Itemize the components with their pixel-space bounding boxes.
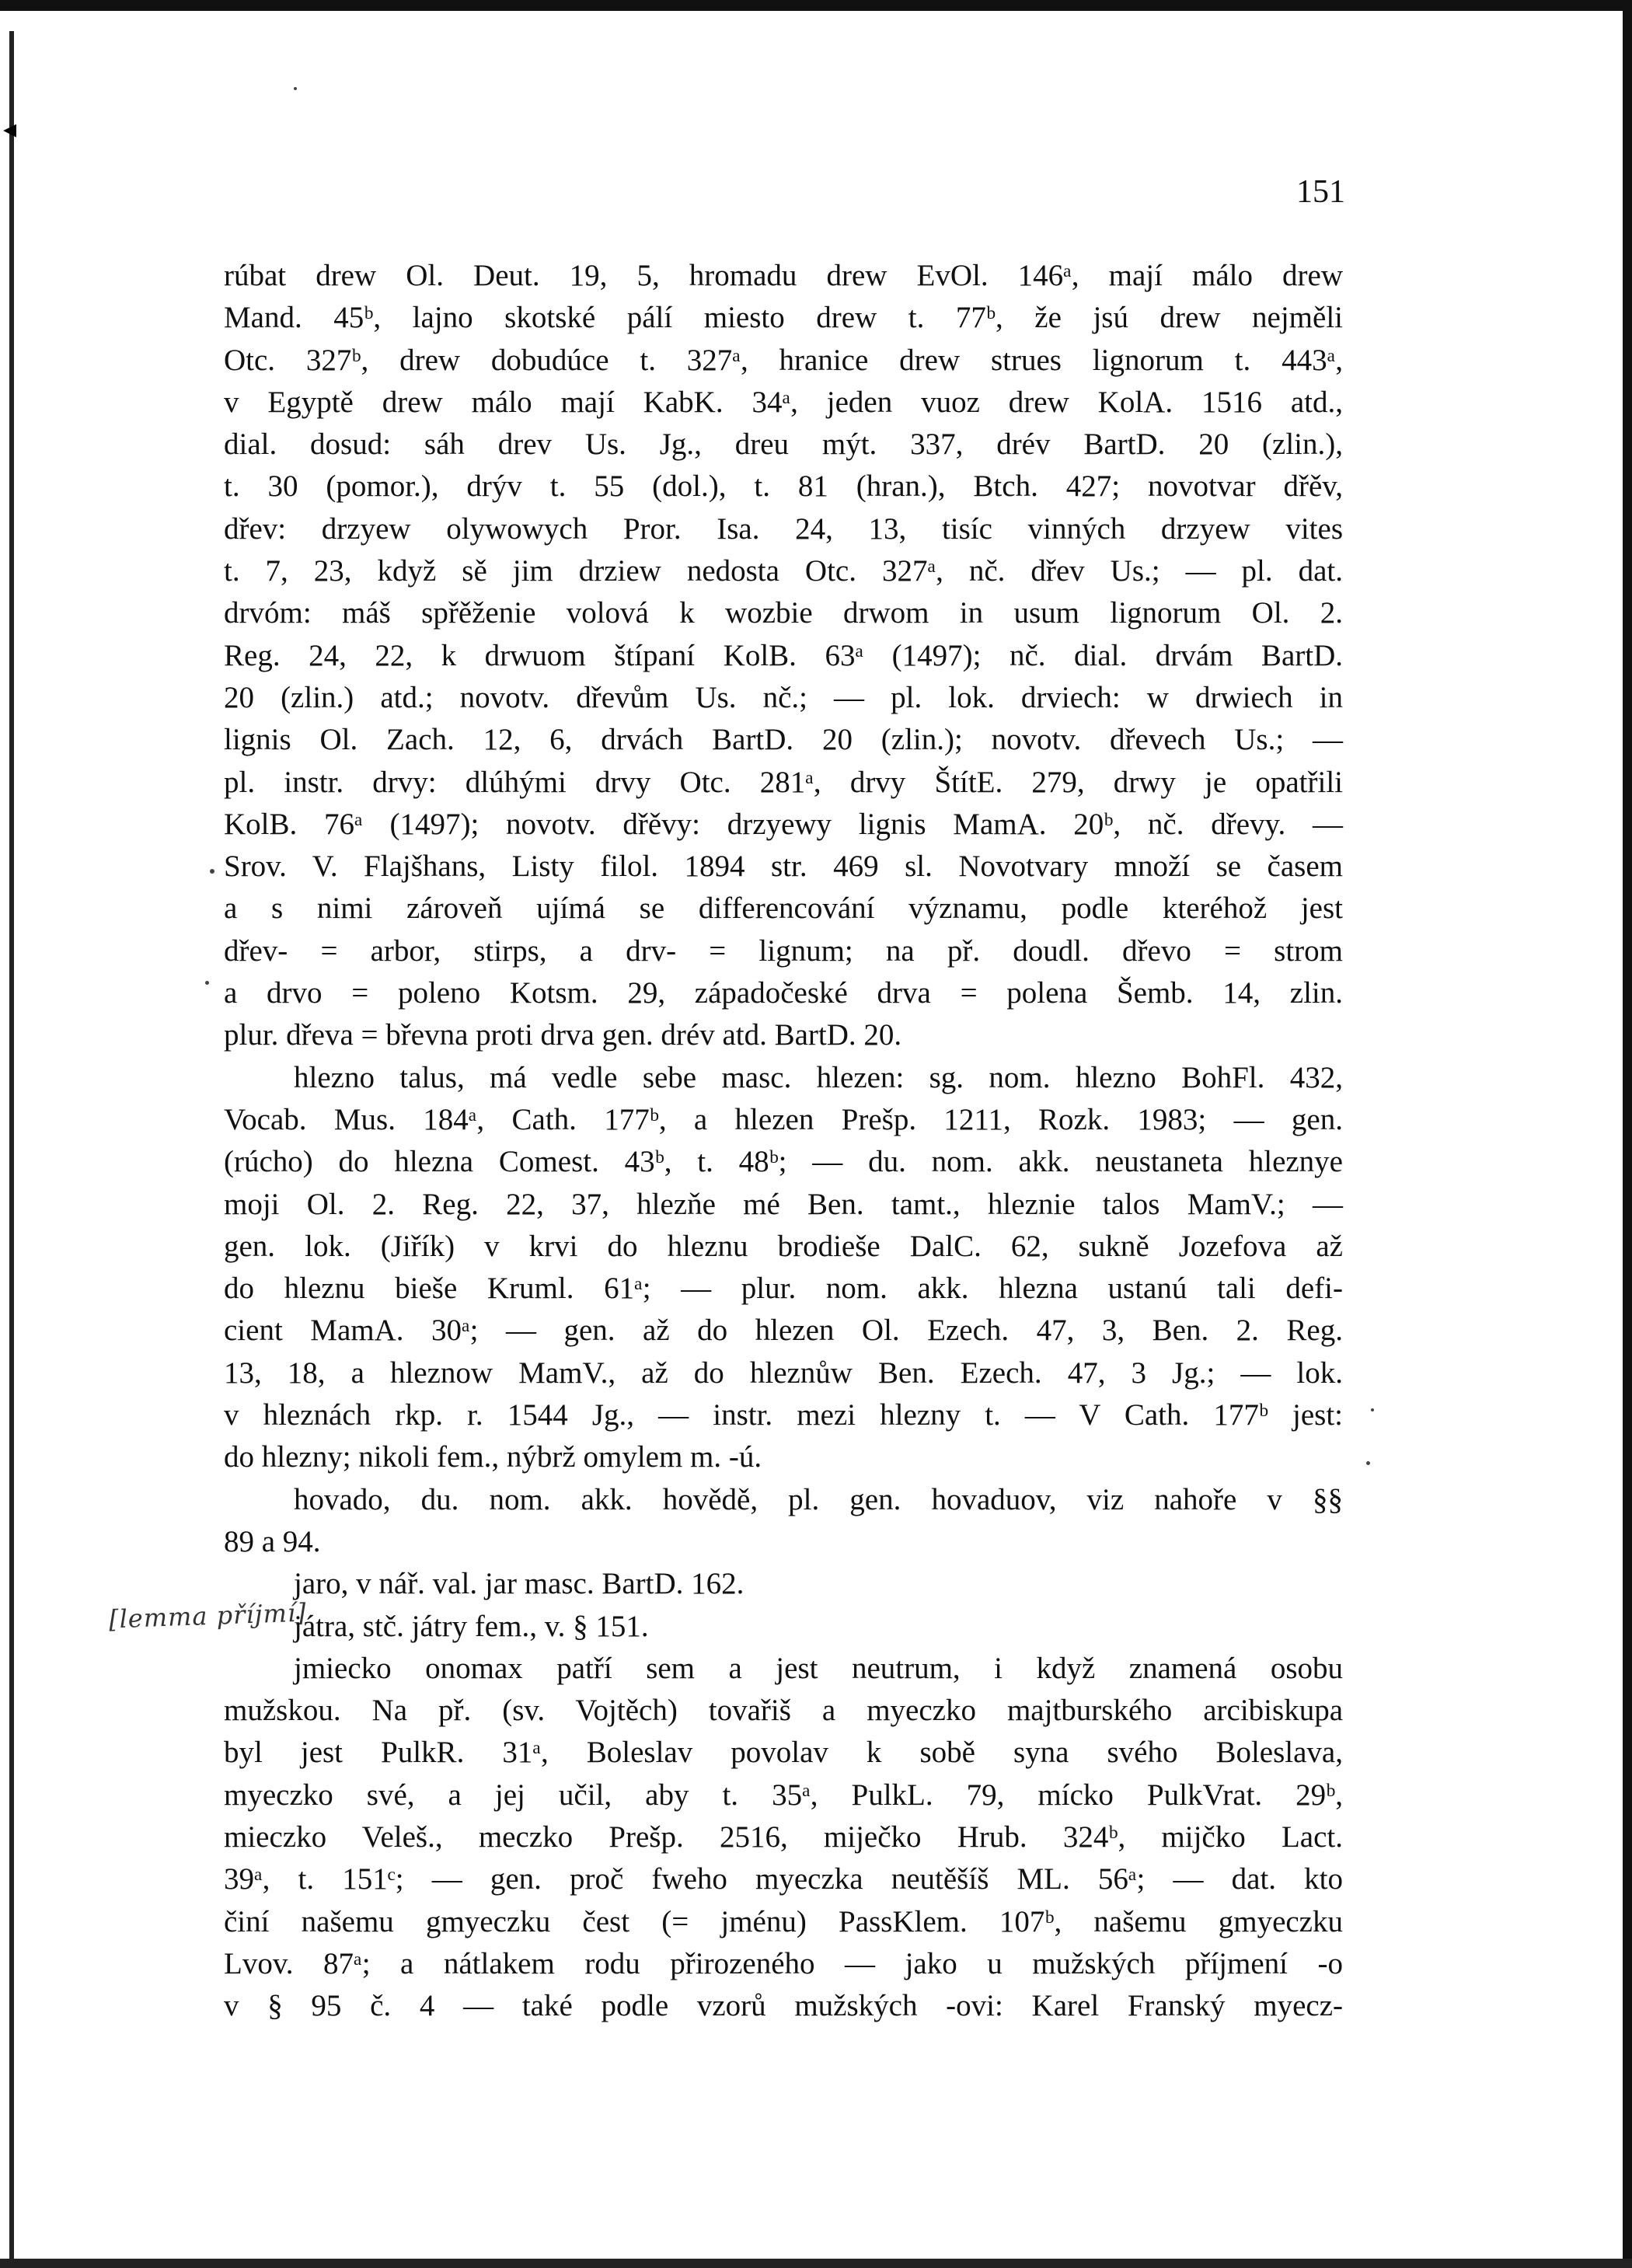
text-line: rúbat drew Ol. Deut. 19, 5, hromadu drew EvOl. 146ᵃ, mají málo drew bbox=[224, 259, 1343, 292]
text-line: hlezno talus, má vedle sebe masc. hlezen: sg. nom. hlezno BohFl. 432, bbox=[294, 1060, 1343, 1094]
text-line: dial. dosud: sáh drev Us. Jg., dreu mýt. 337, drév BartD. 20 (zlin.), bbox=[224, 427, 1343, 462]
text-line: do hlezny; nikoli fem., nýbrž omylem m. -ú. bbox=[224, 1440, 762, 1474]
scan-border-top bbox=[0, 0, 1632, 11]
text-line: mužskou. Na př. (sv. Vojtěch) tovařiš a myeczko majtburského arcibiskupa bbox=[224, 1694, 1343, 1728]
scan-speck bbox=[205, 981, 209, 985]
text-line: dřev- = arbor, stirps, a drv- = lignum; na př. doudl. dřevo = strom bbox=[224, 933, 1343, 968]
scan-speck bbox=[210, 869, 214, 874]
text-line: mieczko Veleš., meczko Prešp. 2516, miječko Hrub. 324ᵇ, mijčko Lact. bbox=[224, 1820, 1343, 1854]
text-line: Reg. 24, 22, k drwuom štípaní KolB. 63ᵃ (1497); nč. dial. drvám BartD. bbox=[224, 638, 1343, 672]
margin-arrow-icon: ◂ bbox=[3, 115, 17, 144]
scan-border-right bbox=[1623, 0, 1632, 2268]
text-line: Vocab. Mus. 184ᵃ, Cath. 177ᵇ, a hlezen Prešp. 1211, Rozk. 1983; — gen. bbox=[224, 1102, 1343, 1136]
text-line: drvóm: máš spřěženie volová k wozbie drwom in usum lignorum Ol. 2. bbox=[224, 596, 1343, 630]
page-number: 151 bbox=[1296, 174, 1345, 210]
scan-border-bottom bbox=[0, 2259, 1632, 2268]
text-line: jaro, v nář. val. jar masc. BartD. 162. bbox=[294, 1567, 745, 1601]
scan-speck bbox=[294, 87, 297, 90]
text-line: Mand. 45ᵇ, lajno skotské pálí miesto drew t. 77ᵇ, že jsú drew nejměli bbox=[224, 301, 1343, 335]
text-line: a drvo = poleno Kotsm. 29, západočeské drva = polena Šemb. 14, zlin. bbox=[224, 976, 1343, 1010]
scan-border-left bbox=[9, 31, 14, 2262]
text-line: Srov. V. Flajšhans, Listy filol. 1894 str. 469 sl. Novotvary množí se časem bbox=[224, 850, 1343, 884]
text-line: Otc. 327ᵇ, drew dobudúce t. 327ᵃ, hranice drew strues lignorum t. 443ᵃ, bbox=[224, 343, 1343, 377]
handwritten-margin-note: [lemma příjmí] bbox=[108, 1597, 308, 1635]
text-line: 20 (zlin.) atd.; novotv. dřevům Us. nč.; — pl. lok. drviech: w drwiech in bbox=[224, 680, 1343, 714]
scan-speck bbox=[1371, 1408, 1374, 1411]
text-line: dřev: drzyew olywowych Pror. Isa. 24, 13, tisíc vinných drzyew vites bbox=[224, 511, 1343, 546]
text-line: v hleznách rkp. r. 1544 Jg., — instr. mezi hlezny t. — V Cath. 177ᵇ jest: bbox=[224, 1398, 1343, 1432]
text-line: t. 7, 23, když sě jim drziew nedosta Otc. 327ᵃ, nč. dřev Us.; — pl. dat. bbox=[224, 554, 1343, 588]
text-line: byl jest PulkR. 31ᵃ, Boleslav povolav k sobě syna svého Boleslava, bbox=[224, 1736, 1343, 1770]
text-line: KolB. 76ᵃ (1497); novotv. dřěvy: drzyewy lignis MamA. 20ᵇ, nč. dřevy. — bbox=[224, 807, 1343, 841]
text-line: v Egyptě drew málo mají KabK. 34ᵃ, jeden vuoz drew KolA. 1516 atd., bbox=[224, 385, 1343, 419]
text-line: jmiecko onomax patří sem a jest neutrum, i když znamená osobu bbox=[294, 1651, 1343, 1685]
text-line: (rúcho) do hlezna Comest. 43ᵇ, t. 48ᵇ; — du. nom. akk. neustaneta hleznye bbox=[224, 1145, 1343, 1179]
text-line: 13, 18, a hleznow MamV., až do hleznůw Ben. Ezech. 47, 3 Jg.; — lok. bbox=[224, 1356, 1343, 1390]
text-line: myeczko své, a jej učil, aby t. 35ᵃ, PulkL. 79, mícko PulkVrat. 29ᵇ, bbox=[224, 1778, 1343, 1812]
text-line: činí našemu gmyeczku čest (= jménu) PassKlem. 107ᵇ, našemu gmyeczku bbox=[224, 1904, 1343, 1938]
text-line: pl. instr. drvy: dlúhými drvy Otc. 281ᵃ, drvy ŠtítE. 279, drwy je opatřili bbox=[224, 765, 1343, 799]
text-line: v § 95 č. 4 — také podle vzorů mužských -ovi: Karel Franský myecz- bbox=[224, 1989, 1343, 2023]
text-line: plur. dřeva = břevna proti drva gen. drév atd. BartD. 20. bbox=[224, 1018, 902, 1052]
text-line: Lvov. 87ᵃ; a nátlakem rodu přirozeného — jako u mužských příjmení -o bbox=[224, 1946, 1343, 1980]
text-line: a s nimi zároveň ujímá se differencování významu, podle kteréhož jest bbox=[224, 891, 1343, 926]
dictionary-text bbox=[224, 255, 1343, 2027]
text-line: játra, stč. játry fem., v. § 151. bbox=[294, 1609, 649, 1643]
scan-speck bbox=[1366, 1461, 1370, 1465]
text-line: 89 a 94. bbox=[224, 1524, 321, 1558]
text-line: 39ᵃ, t. 151ᶜ; — gen. proč fweho myeczka neutěšíš ML. 56ᵃ; — dat. kto bbox=[224, 1862, 1343, 1896]
text-line: do hleznu bieše Kruml. 61ᵃ; — plur. nom. akk. hlezna ustanú tali defi- bbox=[224, 1272, 1343, 1306]
text-line: gen. lok. (Jiřík) v krvi do hleznu brodieše DalC. 62, sukně Jozefova až bbox=[224, 1229, 1343, 1263]
text-line: moji Ol. 2. Reg. 22, 37, hlezňe mé Ben. tamt., hleznie talos MamV.; — bbox=[224, 1187, 1343, 1221]
text-line: t. 30 (pomor.), drýv t. 55 (dol.), t. 81 (hran.), Btch. 427; novotvar dřěv, bbox=[224, 469, 1343, 504]
text-line: hovado, du. nom. akk. hovědě, pl. gen. hovaduov, viz nahoře v §§ bbox=[294, 1482, 1343, 1516]
text-line: cient MamA. 30ᵃ; — gen. až do hlezen Ol. Ezech. 47, 3, Ben. 2. Reg. bbox=[224, 1314, 1343, 1348]
text-line: lignis Ol. Zach. 12, 6, drvách BartD. 20 (zlin.); novotv. dřevech Us.; — bbox=[224, 723, 1343, 757]
